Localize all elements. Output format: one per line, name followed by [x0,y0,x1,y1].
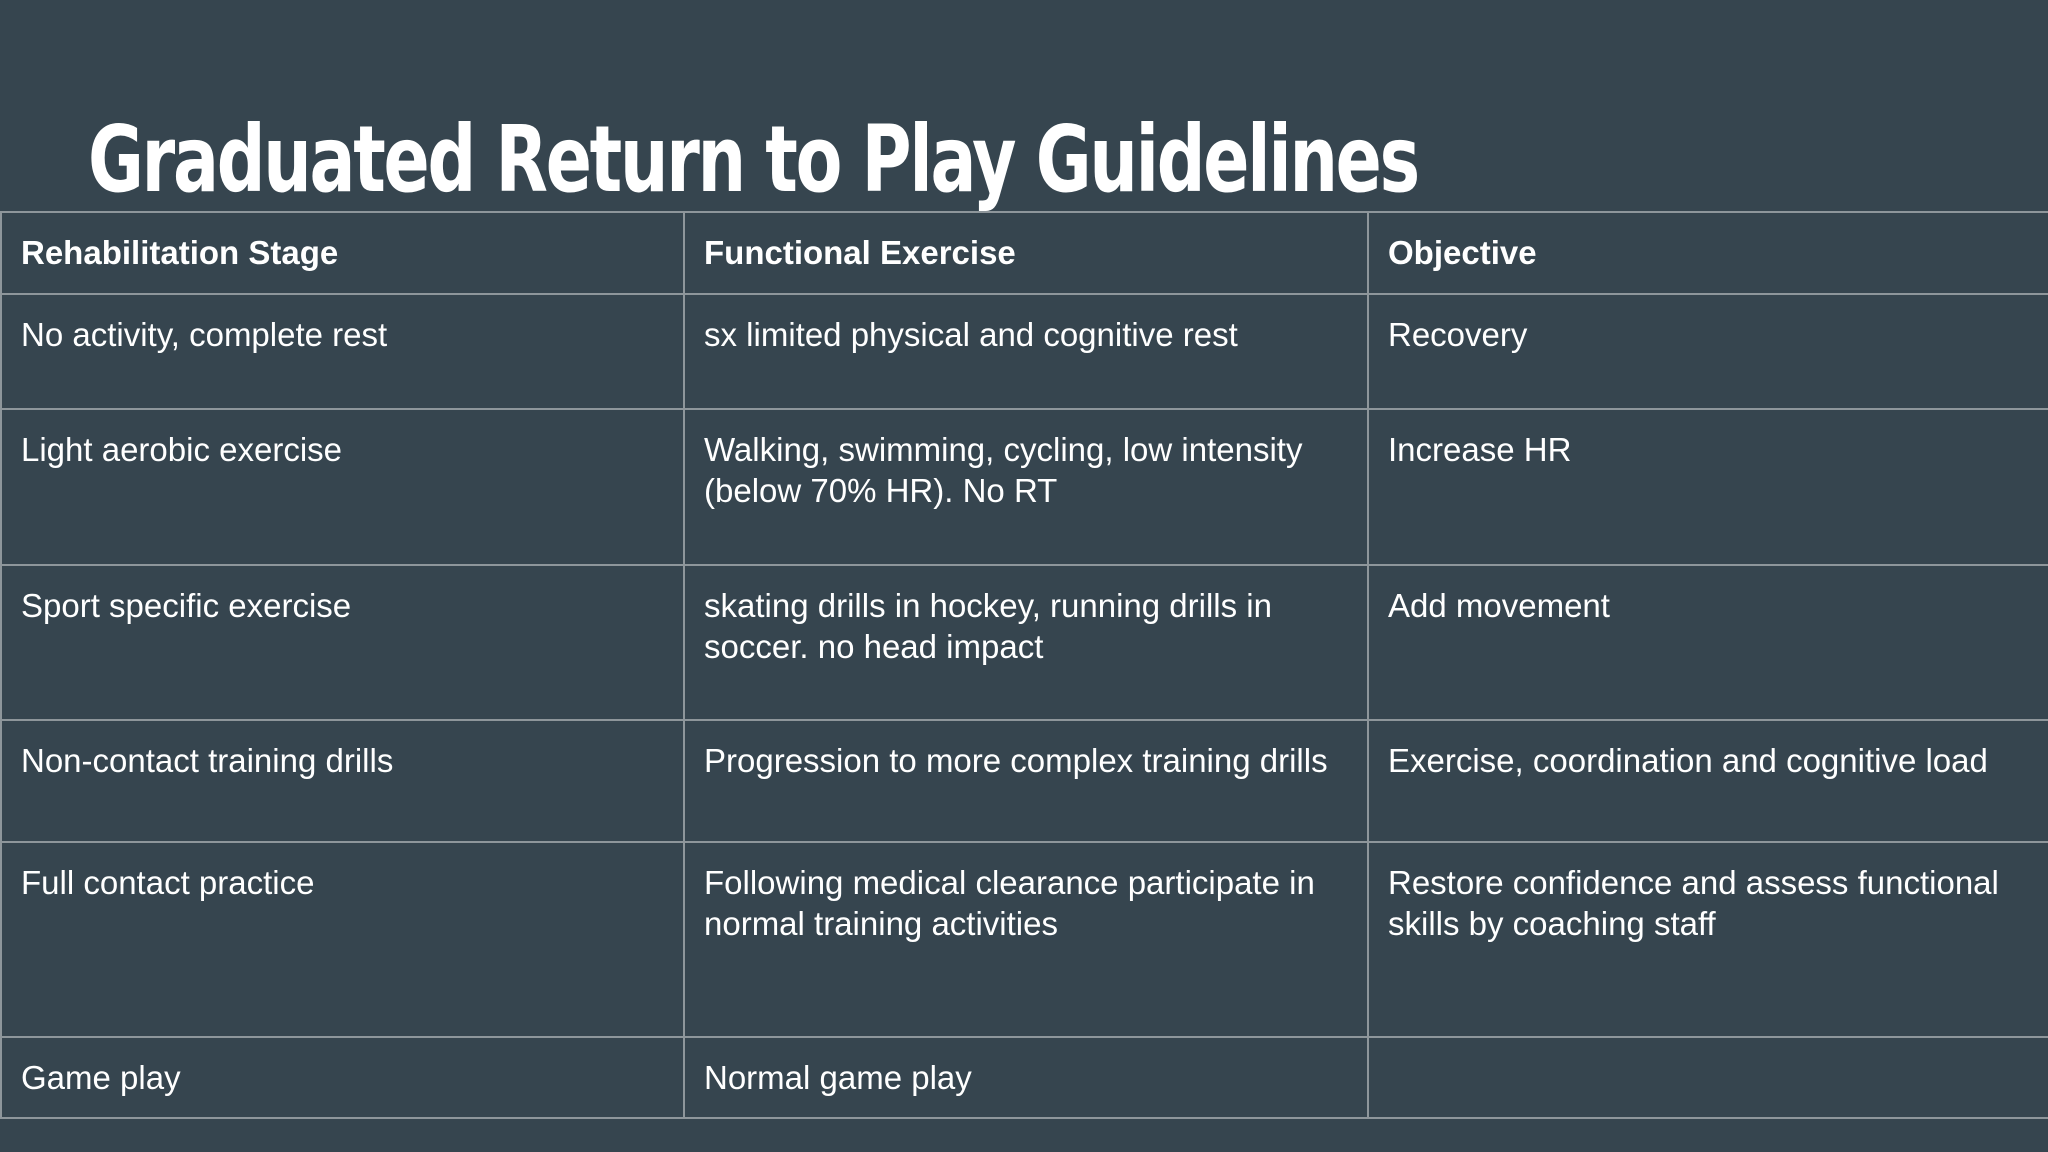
objective-cell: Increase HR [1368,409,2048,565]
table-row [1,294,2048,409]
stage-cell: Game play [1,1037,684,1118]
header-functional-exercise: Functional Exercise [684,212,1368,294]
objective-cell: Restore confidence and assess functional skills by coaching staff [1368,842,2048,1037]
table-row [1,720,2048,842]
table-row [1,1037,2048,1118]
table-row [1,565,2048,720]
exercise-cell: sx limited physical and cognitive rest [684,294,1368,409]
stage-cell: Sport specific exercise [1,565,684,720]
exercise-cell: Normal game play [684,1037,1368,1118]
stage-cell: Full contact practice [1,842,684,1037]
exercise-cell: skating drills in hockey, running drills in soccer. no head impact [684,565,1368,720]
stage-cell: Light aerobic exercise [1,409,684,565]
header-objective: Objective [1368,212,2048,294]
exercise-cell: Following medical clearance participate in normal training activities [684,842,1368,1037]
table-header-row [1,212,2048,294]
objective-cell: Add movement [1368,565,2048,720]
objective-cell: Exercise, coordination and cognitive load [1368,720,2048,842]
stage-cell: No activity, complete rest [1,294,684,409]
table-row [1,409,2048,565]
stage-cell: Non-contact training drills [1,720,684,842]
exercise-cell: Progression to more complex training drills [684,720,1368,842]
guidelines-table [0,211,2048,1119]
exercise-cell: Walking, swimming, cycling, low intensity (below 70% HR). No RT [684,409,1368,565]
table-row [1,842,2048,1037]
objective-cell [1368,1037,2048,1118]
header-rehabilitation-stage: Rehabilitation Stage [1,212,684,294]
slide-title: Graduated Return to Play Guidelines [88,106,1418,213]
objective-cell: Recovery [1368,294,2048,409]
